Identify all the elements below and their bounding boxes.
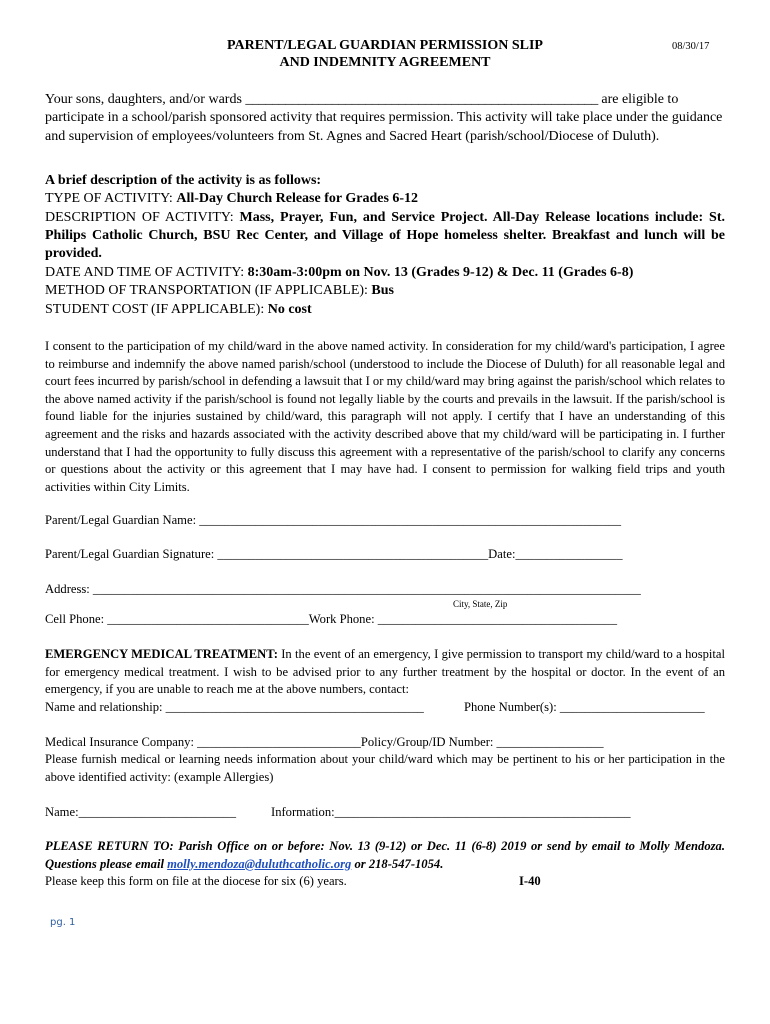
email-link[interactable]: molly.mendoza@duluthcatholic.org <box>167 856 352 871</box>
wards-blank: _____________________________________________________ <box>245 92 598 107</box>
guardian-name-field[interactable]: Parent/Legal Guardian Name: ___________________________________________________________________ <box>45 513 622 527</box>
intro-paragraph <box>45 91 725 146</box>
guardian-signature-field[interactable]: Parent/Legal Guardian Signature: ___________________________________________Date:_________________ <box>45 547 623 561</box>
address-hint: City, State, Zip <box>453 599 508 609</box>
intro-text-b: are eligible to participate in a school/parish sponsored activity that requires permission. This activity will take place under the guidance and supervision of employees/volunteers from St. Agnes and Sacred Heart (parish/school/Diocese of Duluth). <box>45 92 723 144</box>
keep-on-file-note: Please keep this form on file at the diocese for six (6) years. <box>45 874 347 888</box>
medical-information-field[interactable]: Information:_______________________________________________ <box>271 805 631 819</box>
intro-text-a: Your sons, daughters, and/or wards <box>45 92 246 107</box>
title-line-2: AND INDEMNITY AGREEMENT <box>279 55 491 70</box>
form-date: 08/30/17 <box>672 41 710 52</box>
activity-transport: METHOD OF TRANSPORTATION (IF APPLICABLE): Bus <box>45 283 394 298</box>
medical-needs-paragraph: Please furnish medical or learning needs information about your child/ward which may be pertinent to his or her participation in the above identified activity: (example Allergies) <box>45 752 725 784</box>
emergency-heading: EMERGENCY MEDICAL TREATMENT: <box>45 647 278 661</box>
insurance-field[interactable]: Medical Insurance Company: __________________________Policy/Group/ID Number: _________________ <box>45 735 604 749</box>
activity-type: TYPE OF ACTIVITY: All-Day Church Release for Grades 6-12 <box>45 191 419 206</box>
medical-name-field[interactable]: Name:_________________________ <box>45 805 236 819</box>
activity-datetime: DATE AND TIME OF ACTIVITY: 8:30am-3:00pm on Nov. 13 (Grades 9-12) & Dec. 11 (Grades 6-8) <box>45 265 634 280</box>
title-line-1: PARENT/LEGAL GUARDIAN PERMISSION SLIP <box>227 38 543 53</box>
name-relationship-field[interactable]: Name and relationship: _________________________________________ <box>45 700 424 714</box>
form-code: I-40 <box>519 874 541 888</box>
address-field[interactable]: Address: _______________________________________________________________________________________ <box>45 582 641 596</box>
emergency-paragraph: EMERGENCY MEDICAL TREATMENT: In the event of an emergency, I give permission to transport my child/ward to a hospital for emergency medical treatment. I wish to be advised prior to any further treatment by the hospital or doctor. In the event of an emergency, if you are unable to reach me at the above numbers, contact: <box>45 647 725 697</box>
consent-paragraph: I consent to the participation of my child/ward in the above named activity. In consideration for my child/ward's participation, I agree to reimburse and indemnify the above named parish/school (understood to include the Diocese of Duluth) for all reasonable legal and court fees incurred by parish/school in defending a lawsuit that I or my child/ward may bring against the parish/school which relates to the above named activity if the parish/school is found not legally liable by the courts and prevails in the lawsuit. If the parish/school is found liable for the injuries sustained by child/ward, this paragraph will not apply. I certify that I have an understanding of this agreement and the risks and hazards associated with the activity described above that my child/ward will be participating in. I further understand that I had the opportunity to fully discuss this agreement with a representative of the parish/school to clarify any concerns or questions about the activity or this agreement that I may have had. I consent to permission for walking field trips and youth activities within City Limits. <box>45 339 725 494</box>
activity-cost: STUDENT COST (IF APPLICABLE): No cost <box>45 301 312 317</box>
phone-numbers-field[interactable]: Phone Number(s): _______________________ <box>464 700 705 714</box>
activity-heading: A brief description of the activity is as follows: <box>45 173 322 188</box>
page-number: pg. 1 <box>50 917 76 928</box>
phone-fields[interactable]: Cell Phone: ________________________________Work Phone: ______________________________________ <box>45 612 617 626</box>
activity-description: DESCRIPTION OF ACTIVITY: Mass, Prayer, Fun, and Service Project. All-Day Release locations include: St. Philips Catholic Church, BSU Rec Center, and Village of Hope homeless shelter. Breakfast and lunch will be provided. <box>45 209 725 262</box>
return-instructions: PLEASE RETURN TO: Parish Office on or before: Nov. 13 (9-12) or Dec. 11 (6-8) 2019 or send by email to Molly Mendoza. Questions please email molly.mendoza@duluthcatholic.org or 218-547-1054. <box>45 839 725 871</box>
